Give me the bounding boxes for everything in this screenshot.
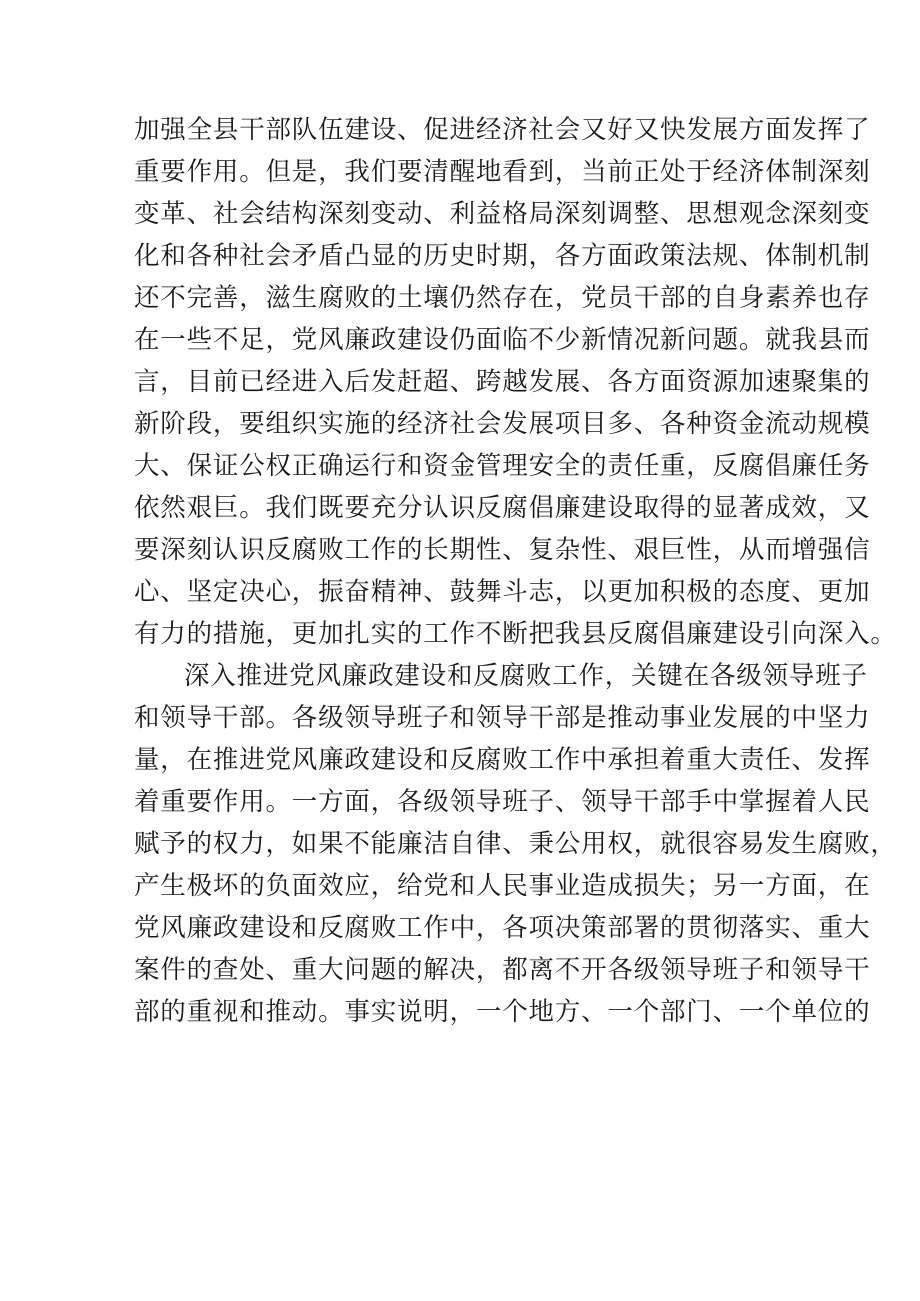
text-line: 变革、社会结构深刻变动、利益格局深刻调整、思想观念深刻变 [134, 199, 871, 229]
text-line: 新阶段，要组织实施的经济社会发展项目多、各种资金流动规模 [134, 409, 871, 439]
text-line: 要深刻认识反腐败工作的长期性、复杂性、艰巨性，从而增强信 [134, 535, 871, 565]
text-line: 部的重视和推动。事实说明，一个地方、一个部门、一个单位的 [134, 997, 871, 1027]
text-line: 大、保证公权正确运行和资金管理安全的责任重，反腐倡廉任务 [134, 451, 871, 481]
text-line: 量，在推进党风廉政建设和反腐败工作中承担着重大责任、发挥 [134, 745, 871, 775]
text-line: 化和各种社会矛盾凸显的历史时期，各方面政策法规、体制机制 [134, 241, 871, 271]
text-line: 加强全县干部队伍建设、促进经济社会又好又快发展方面发挥了 [134, 115, 871, 145]
text-line: 有力的措施，更加扎实的工作不断把我县反腐倡廉建设引向深入。 [134, 619, 897, 649]
paragraph-start-line: 深入推进党风廉政建设和反腐败工作，关键在各级领导班子 [184, 661, 868, 691]
text-line: 着重要作用。一方面，各级领导班子、领导干部手中掌握着人民 [134, 787, 871, 817]
text-line: 重要作用。但是，我们要清醒地看到，当前正处于经济体制深刻 [134, 157, 871, 187]
text-line: 依然艰巨。我们既要充分认识反腐倡廉建设取得的显著成效，又 [134, 493, 871, 523]
text-line: 赋予的权力，如果不能廉洁自律、秉公用权，就很容易发生腐败， [134, 829, 897, 859]
text-line: 在一些不足，党风廉政建设仍面临不少新情况新问题。就我县而 [134, 325, 871, 355]
text-line: 党风廉政建设和反腐败工作中，各项决策部署的贯彻落实、重大 [134, 913, 871, 943]
text-line: 心、坚定决心，振奋精神、鼓舞斗志，以更加积极的态度、更加 [134, 577, 871, 607]
text-line: 和领导干部。各级领导班子和领导干部是推动事业发展的中坚力 [134, 703, 871, 733]
text-line: 案件的查处、重大问题的解决，都离不开各级领导班子和领导干 [134, 955, 871, 985]
text-line: 产生极坏的负面效应，给党和人民事业造成损失；另一方面，在 [134, 871, 871, 901]
text-line: 还不完善，滋生腐败的土壤仍然存在，党员干部的自身素养也存 [134, 283, 871, 313]
body-text [134, 109, 897, 1033]
text-line: 言，目前已经进入后发赶超、跨越发展、各方面资源加速聚集的 [134, 367, 871, 397]
